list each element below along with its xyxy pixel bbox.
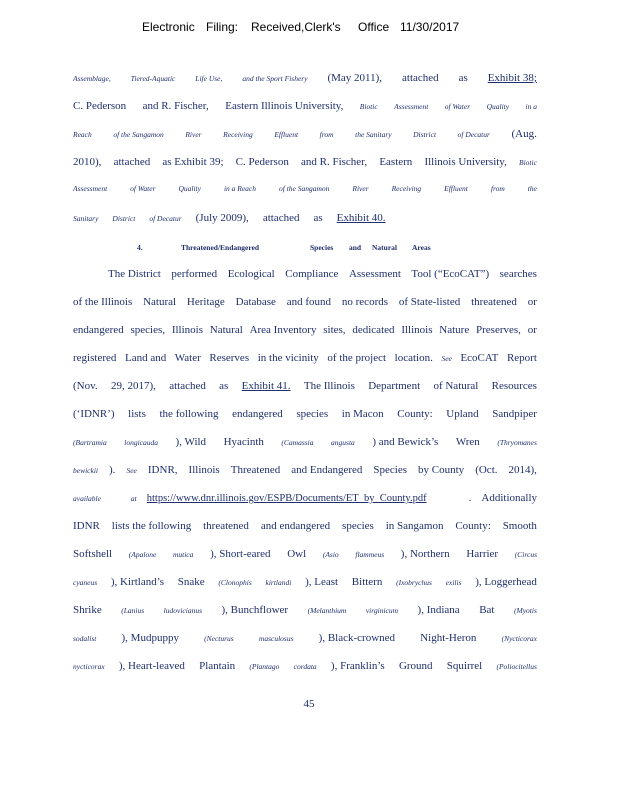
text-segment: ), Least xyxy=(305,576,339,588)
text-segment: Compliance xyxy=(285,268,339,280)
text-segment: in Sangamon xyxy=(385,520,444,532)
text-segment: as xyxy=(458,72,468,84)
text-segment: The Illinois xyxy=(303,380,355,392)
text-segment: ), Black-crowned xyxy=(318,632,396,644)
text-segment: virginicum xyxy=(365,606,399,615)
text-segment: (Nycticorax xyxy=(501,634,537,643)
text-segment: from xyxy=(319,130,334,139)
text-segment: Department xyxy=(368,380,421,392)
text-segment: of Natural xyxy=(433,380,479,392)
text-segment: Shrike xyxy=(73,604,102,616)
text-segment: (Aug. xyxy=(511,128,537,140)
text-segment: attached xyxy=(113,156,151,168)
text-segment: Natural xyxy=(209,324,243,336)
text-segment: Illinois xyxy=(401,324,433,336)
text-line xyxy=(73,156,537,172)
text-line xyxy=(73,212,537,228)
text-segment: species xyxy=(342,520,374,532)
text-segment: Reserves xyxy=(209,352,250,364)
text-segment: ), Franklin’s xyxy=(330,660,385,672)
text-line xyxy=(73,128,537,144)
text-segment: as Exhibit 39; xyxy=(162,156,224,168)
text-segment: species xyxy=(296,408,329,420)
text-segment: (Circus xyxy=(514,550,537,559)
text-segment: Wren xyxy=(455,436,480,448)
section-heading xyxy=(0,243,618,255)
text-segment: and the Sport Fishery xyxy=(242,74,308,83)
heading-word: and xyxy=(349,243,362,252)
text-segment: searches xyxy=(499,268,537,280)
text-segment: (Poliocitellus xyxy=(496,662,537,671)
text-segment: See xyxy=(126,466,137,475)
heading-word: Areas xyxy=(412,243,431,252)
text-segment: as xyxy=(219,380,229,392)
text-segment: (Nov. xyxy=(73,380,98,392)
text-segment: The District xyxy=(108,268,161,280)
text-segment: (Plantago xyxy=(249,662,280,671)
text-line xyxy=(73,548,537,564)
text-segment: of the Sangamon xyxy=(278,184,330,193)
text-segment: . xyxy=(468,492,472,504)
text-segment: ). xyxy=(109,464,116,476)
text-segment: River xyxy=(352,184,369,193)
text-segment: ), Indiana xyxy=(417,604,460,616)
text-segment: County: xyxy=(397,408,433,420)
text-segment: the following xyxy=(159,408,219,420)
text-segment: Owl xyxy=(287,548,307,560)
text-segment: Heritage xyxy=(186,296,225,308)
header-word: 11/30/2017 xyxy=(400,20,460,34)
header-word: Electronic xyxy=(142,20,195,34)
text-segment: and R. Fischer, xyxy=(142,100,209,112)
text-segment: of Decatur xyxy=(457,130,490,139)
text-segment: in Macon xyxy=(341,408,384,420)
text-segment: longicauda xyxy=(124,438,159,447)
text-segment: sites, xyxy=(323,324,346,336)
text-segment: ) and Bewick’s xyxy=(372,436,439,448)
text-segment: (Myotis xyxy=(513,606,537,615)
text-segment: Receiving xyxy=(391,184,422,193)
text-segment: bewickii xyxy=(73,466,98,475)
text-line xyxy=(73,576,537,592)
text-segment: nycticorax xyxy=(73,662,105,671)
text-line xyxy=(73,352,537,368)
text-segment: ), Kirtland’s xyxy=(110,576,165,588)
exhibit-link[interactable]: Exhibit 38; xyxy=(487,72,537,84)
text-segment: Snake xyxy=(177,576,205,588)
text-segment: Assessment xyxy=(73,184,108,193)
text-segment: (May 2011), xyxy=(327,72,383,84)
text-segment: Night-Heron xyxy=(420,632,477,644)
text-segment: threatened xyxy=(471,296,517,308)
text-segment: Effluent xyxy=(274,130,299,139)
heading-number: 4. xyxy=(137,243,143,252)
text-segment: endangered xyxy=(232,408,283,420)
text-segment: Eastern xyxy=(379,156,413,168)
text-line xyxy=(73,436,537,452)
text-segment: of Decatur xyxy=(149,214,182,223)
text-line xyxy=(73,520,537,536)
text-segment: attached xyxy=(169,380,206,392)
text-segment: Area Inventory xyxy=(249,324,317,336)
text-segment: of Water xyxy=(444,102,471,111)
text-segment: Land and xyxy=(124,352,167,364)
heading-word: Natural xyxy=(372,243,397,252)
text-segment: ), Northern xyxy=(400,548,450,560)
text-segment: Eastern Illinois University, xyxy=(225,100,344,112)
text-segment: C. Pederson xyxy=(235,156,289,168)
text-segment: endangered xyxy=(73,324,124,336)
text-segment: Effluent xyxy=(444,184,468,193)
text-segment: from xyxy=(490,184,505,193)
text-segment: species, xyxy=(130,324,166,336)
text-segment: ), Heart-leaved xyxy=(118,660,185,672)
text-segment: Illinois xyxy=(171,324,203,336)
text-segment: location. xyxy=(394,352,433,364)
text-line xyxy=(108,268,537,284)
text-segment: performed xyxy=(171,268,218,280)
text-segment: flammeus xyxy=(355,550,385,559)
exhibit-link[interactable]: Exhibit 41. xyxy=(241,380,291,392)
header-word: Received,Clerk's xyxy=(251,20,341,34)
text-segment: Sandpiper xyxy=(492,408,537,420)
text-line xyxy=(73,296,537,312)
text-segment: dedicated xyxy=(352,324,395,336)
text-segment: Softshell xyxy=(73,548,113,560)
text-segment: exilis xyxy=(445,578,462,587)
text-segment: Plantain xyxy=(199,660,236,672)
text-segment: the xyxy=(527,184,537,193)
text-segment: Illinois xyxy=(188,464,220,476)
text-segment: cordata xyxy=(293,662,317,671)
text-segment: at xyxy=(130,494,137,503)
text-segment: Water xyxy=(174,352,201,364)
text-segment: District xyxy=(112,214,136,223)
text-segment: Harrier xyxy=(466,548,499,560)
text-segment: ), Mudpuppy xyxy=(121,632,179,644)
text-segment: Assemblage, xyxy=(73,74,111,83)
source-url-link[interactable]: https://www.dnr.illinois.gov/ESPB/Documents/ET_by_County.pdf xyxy=(146,493,427,504)
text-segment: IDNR, xyxy=(147,464,178,476)
text-segment: (‘IDNR’) xyxy=(73,408,115,420)
text-segment: as xyxy=(313,212,323,224)
header-word: Filing: xyxy=(206,20,239,34)
text-segment: Threatened xyxy=(230,464,281,476)
text-segment: Biotic xyxy=(519,158,537,167)
text-segment: Report xyxy=(506,352,537,364)
text-segment: Quality xyxy=(178,184,201,193)
text-line xyxy=(73,72,537,88)
text-segment: of the Illinois xyxy=(73,296,133,308)
text-segment: angusta xyxy=(331,438,355,447)
text-line xyxy=(73,492,537,508)
text-segment: (Necturus xyxy=(204,634,234,643)
text-segment: of the project xyxy=(327,352,387,364)
text-segment: ), Loggerhead xyxy=(475,576,537,588)
text-segment: Additionally xyxy=(481,492,537,504)
text-segment: (Lanius xyxy=(121,606,145,615)
filing-header xyxy=(0,20,618,38)
text-segment: available xyxy=(73,494,101,503)
text-segment: (Thryomanes xyxy=(497,438,537,447)
text-segment: attached xyxy=(402,72,439,84)
text-line xyxy=(73,464,537,480)
text-segment: masculosus xyxy=(258,634,294,643)
text-segment: (Asio xyxy=(322,550,339,559)
text-segment: of the Sangamon xyxy=(113,130,164,139)
text-segment: Hyacinth xyxy=(223,436,264,448)
text-segment: (July 2009), xyxy=(195,212,249,224)
text-segment: (Melanthium xyxy=(307,606,347,615)
text-line xyxy=(73,184,537,200)
text-segment: and endangered xyxy=(260,520,331,532)
text-segment: ), Bunchflower xyxy=(221,604,289,616)
text-segment: (Oct. xyxy=(475,464,498,476)
text-segment: or xyxy=(527,296,537,308)
text-segment: sodalist xyxy=(73,634,97,643)
text-segment: Squirrel xyxy=(446,660,483,672)
text-line xyxy=(73,408,537,424)
text-segment: lists xyxy=(128,408,146,420)
text-segment: Preserves, xyxy=(476,324,521,336)
text-segment: (Camassia xyxy=(281,438,314,447)
header-word: Office xyxy=(358,20,390,34)
text-segment: mutica xyxy=(172,550,194,559)
text-segment: (Bartramia xyxy=(73,438,107,447)
text-segment: and R. Fischer, xyxy=(300,156,368,168)
text-segment: Species xyxy=(373,464,408,476)
text-segment: Tiered-Aquatic xyxy=(130,74,176,83)
text-segment: 2014), xyxy=(508,464,537,476)
text-segment: the Sanitary xyxy=(355,130,392,139)
text-segment: Nature xyxy=(439,324,470,336)
text-segment: EcoCAT xyxy=(460,352,499,364)
text-segment: (Apalone xyxy=(128,550,157,559)
text-segment: Assessment xyxy=(348,268,401,280)
text-segment: River xyxy=(185,130,202,139)
text-segment: and Endangered xyxy=(291,464,363,476)
text-segment: Illinois University, xyxy=(424,156,507,168)
text-segment: kirtlandi xyxy=(265,578,292,587)
text-segment: County: xyxy=(455,520,491,532)
text-segment: Upland xyxy=(446,408,479,420)
text-segment: by County xyxy=(418,464,465,476)
text-line xyxy=(73,100,537,116)
text-segment: Bittern xyxy=(351,576,383,588)
text-segment: and found xyxy=(286,296,332,308)
heading-word: Species xyxy=(310,243,334,252)
text-segment: See xyxy=(441,354,452,363)
text-line xyxy=(73,632,537,648)
text-segment: in a Reach xyxy=(223,184,257,193)
text-segment: 2010), xyxy=(73,156,102,168)
text-segment: IDNR xyxy=(73,520,100,532)
text-segment: ), Wild xyxy=(175,436,207,448)
text-segment: Life Use, xyxy=(195,74,223,83)
text-segment: ludovicianus xyxy=(163,606,202,615)
text-segment: Tool (“EcoCAT”) xyxy=(411,268,490,280)
text-segment: in the vicinity xyxy=(257,352,319,364)
text-segment: Smooth xyxy=(502,520,537,532)
text-segment: (Clonophis xyxy=(218,578,252,587)
text-segment: cyaneus xyxy=(73,578,98,587)
text-segment: Bat xyxy=(479,604,495,616)
text-segment: Quality xyxy=(486,102,510,111)
heading-word: Threatened/Endangered xyxy=(181,243,260,252)
text-segment: Biotic xyxy=(359,102,378,111)
text-segment: (Ixobrychus xyxy=(396,578,432,587)
text-segment: C. Pederson xyxy=(73,100,127,112)
text-segment: no records xyxy=(341,296,389,308)
text-segment: Ecological xyxy=(227,268,275,280)
text-segment: lists the following xyxy=(111,520,192,532)
text-line xyxy=(73,660,537,676)
text-line xyxy=(73,324,537,340)
text-line xyxy=(73,380,537,396)
text-segment: Sanitary xyxy=(73,214,99,223)
text-segment: in a xyxy=(525,102,537,111)
text-segment: 29, 2017), xyxy=(110,380,156,392)
text-segment: threatened xyxy=(203,520,249,532)
text-segment: Resources xyxy=(491,380,537,392)
text-segment: Assessment xyxy=(394,102,429,111)
exhibit-link[interactable]: Exhibit 40. xyxy=(336,212,386,224)
text-segment: Receiving xyxy=(223,130,253,139)
text-line xyxy=(73,604,537,620)
page-number: 45 xyxy=(303,698,315,710)
text-segment: of State-listed xyxy=(398,296,461,308)
text-segment: or xyxy=(527,324,537,336)
text-segment: Natural xyxy=(143,296,177,308)
text-segment: Ground xyxy=(398,660,433,672)
text-segment: registered xyxy=(73,352,117,364)
text-segment: attached xyxy=(262,212,300,224)
text-segment: Database xyxy=(235,296,276,308)
text-segment: Reach xyxy=(73,130,92,139)
text-segment: of Water xyxy=(130,184,156,193)
text-segment: District xyxy=(413,130,437,139)
text-segment: ), Short-eared xyxy=(210,548,271,560)
